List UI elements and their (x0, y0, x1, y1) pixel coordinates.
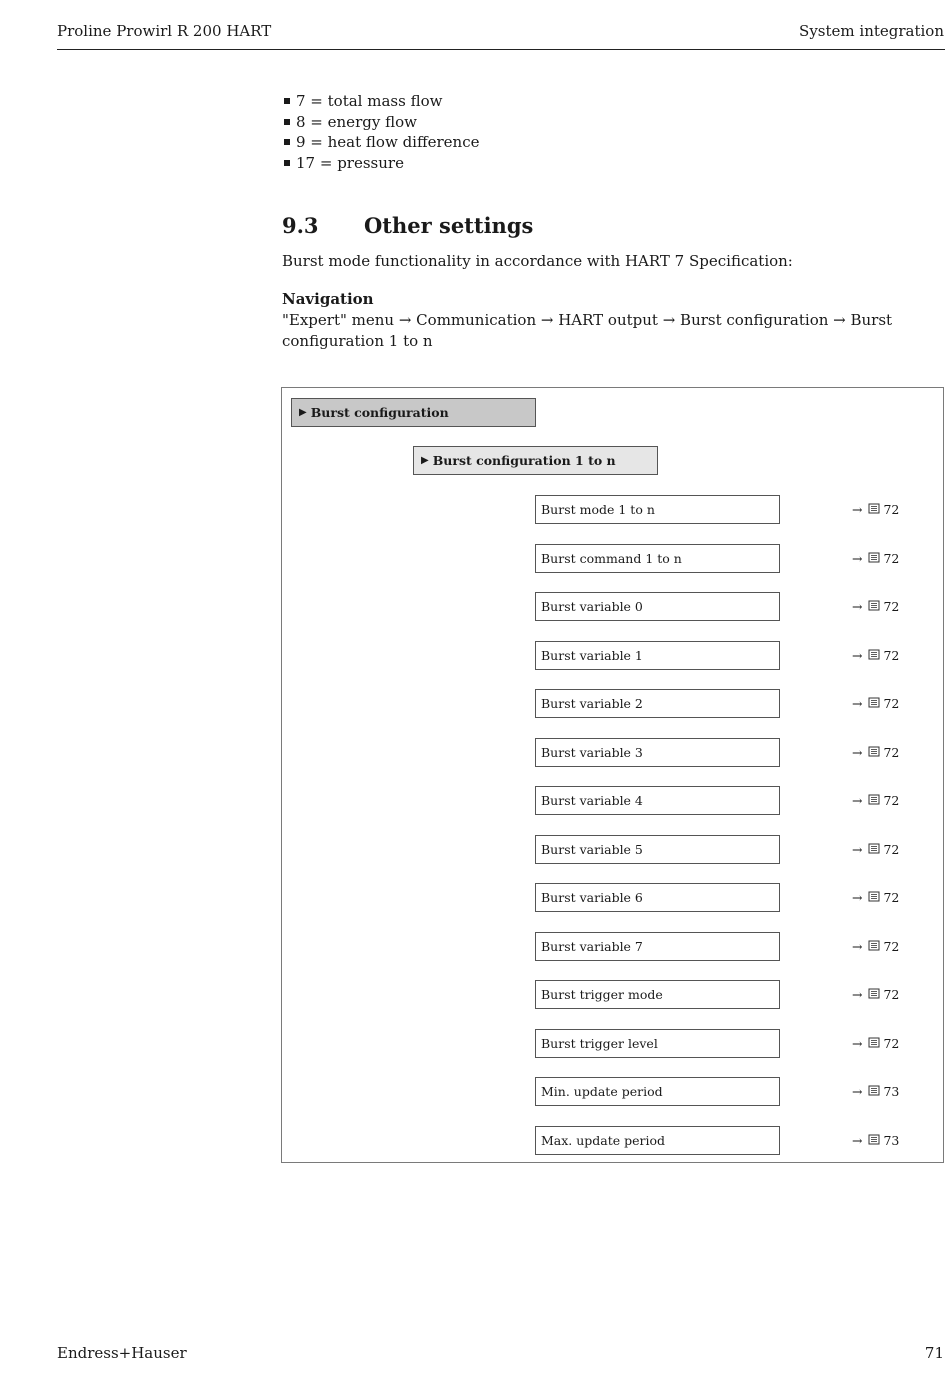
book-icon (868, 745, 880, 760)
header-title: Proline Prowirl R 200 HART (57, 22, 272, 40)
bullet-list (282, 91, 480, 174)
book-icon (868, 551, 880, 566)
page-ref-number: 72 (883, 793, 900, 808)
book-icon (868, 793, 880, 808)
book-icon (868, 502, 880, 517)
bullet-item: 7 = total mass flow (282, 91, 480, 112)
page-ref-number: 72 (883, 696, 900, 711)
page-reference[interactable] (852, 980, 899, 1009)
page-reference[interactable] (852, 738, 899, 767)
parameter-box[interactable]: Burst variable 6 (535, 883, 780, 912)
arrow-right-icon: → (852, 551, 863, 566)
parameter-box[interactable]: Burst command 1 to n (535, 544, 780, 573)
page-ref-number: 72 (883, 1036, 900, 1051)
menu-label: Burst configuration (310, 405, 449, 420)
arrow-right-icon: → (852, 842, 863, 857)
page-ref-number: 72 (883, 502, 900, 517)
arrow-right-icon: → (852, 502, 863, 517)
parameter-box[interactable]: Max. update period (535, 1126, 780, 1155)
page-reference[interactable] (852, 641, 899, 670)
header-section: System integration (799, 22, 944, 40)
page-ref-number: 72 (883, 745, 900, 760)
parameter-box[interactable]: Burst variable 4 (535, 786, 780, 815)
page-reference[interactable] (852, 592, 899, 621)
book-icon (868, 1036, 880, 1051)
parameter-box[interactable]: Burst variable 3 (535, 738, 780, 767)
section-title: Other settings (364, 213, 534, 238)
intro-text: Burst mode functionality in accordance with HART 7 Specification: (282, 252, 793, 270)
page-ref-number: 72 (883, 599, 900, 614)
parameter-box[interactable]: Burst trigger mode (535, 980, 780, 1009)
book-icon (868, 1133, 880, 1148)
book-icon (868, 696, 880, 711)
arrow-right-icon: → (852, 1036, 863, 1051)
parameter-box[interactable]: Burst variable 1 (535, 641, 780, 670)
arrow-right-icon: → (852, 890, 863, 905)
page-reference[interactable] (852, 1126, 899, 1155)
page-ref-number: 72 (883, 842, 900, 857)
page-reference[interactable] (852, 495, 899, 524)
page-reference[interactable] (852, 786, 899, 815)
arrow-right-icon: → (852, 599, 863, 614)
parameter-box[interactable]: Burst variable 7 (535, 932, 780, 961)
arrow-right-icon: → (852, 696, 863, 711)
book-icon (868, 842, 880, 857)
menu-diagram (281, 387, 944, 1163)
arrow-right-icon: → (852, 1133, 863, 1148)
parameter-box[interactable]: Burst variable 5 (535, 835, 780, 864)
parameter-box[interactable]: Burst mode 1 to n (535, 495, 780, 524)
menu-label: Burst configuration 1 to n (432, 453, 616, 468)
bullet-item: 9 = heat flow difference (282, 132, 480, 153)
menu-burst-configuration-1-to-n[interactable] (413, 446, 658, 475)
page-reference[interactable] (852, 1077, 899, 1106)
parameter-box[interactable]: Min. update period (535, 1077, 780, 1106)
book-icon (868, 987, 880, 1002)
book-icon (868, 648, 880, 663)
navigation-path: "Expert" menu → Communication → HART output → Burst configuration → Burst configuration 1 to n (282, 311, 893, 350)
parameter-box[interactable]: Burst variable 2 (535, 689, 780, 718)
arrow-right-icon: → (852, 987, 863, 1002)
navigation-heading: Navigation (282, 290, 374, 308)
page-number: 71 (924, 1344, 944, 1362)
parameter-box[interactable]: Burst variable 0 (535, 592, 780, 621)
page-ref-number: 73 (883, 1133, 900, 1148)
triangle-right-icon: ▶ (299, 407, 307, 418)
bullet-item: 17 = pressure (282, 153, 480, 174)
page-reference[interactable] (852, 1029, 899, 1058)
menu-burst-configuration[interactable] (291, 398, 536, 427)
arrow-right-icon: → (852, 745, 863, 760)
page-ref-number: 72 (883, 939, 900, 954)
page-ref-number: 72 (883, 551, 900, 566)
page-ref-number: 73 (883, 1084, 900, 1099)
arrow-right-icon: → (852, 793, 863, 808)
book-icon (868, 939, 880, 954)
footer-brand: Endress+Hauser (57, 1344, 187, 1362)
bullet-item: 8 = energy flow (282, 112, 480, 133)
triangle-right-icon: ▶ (421, 455, 429, 466)
page-reference[interactable] (852, 835, 899, 864)
arrow-right-icon: → (852, 648, 863, 663)
page-ref-number: 72 (883, 648, 900, 663)
arrow-right-icon: → (852, 939, 863, 954)
page-ref-number: 72 (883, 890, 900, 905)
page-reference[interactable] (852, 932, 899, 961)
page-reference[interactable] (852, 883, 899, 912)
book-icon (868, 890, 880, 905)
header-divider (57, 49, 945, 50)
arrow-right-icon: → (852, 1084, 863, 1099)
page-ref-number: 72 (883, 987, 900, 1002)
page-reference[interactable] (852, 689, 899, 718)
book-icon (868, 1084, 880, 1099)
section-number: 9.3 (282, 213, 319, 238)
page-reference[interactable] (852, 544, 899, 573)
parameter-box[interactable]: Burst trigger level (535, 1029, 780, 1058)
book-icon (868, 599, 880, 614)
